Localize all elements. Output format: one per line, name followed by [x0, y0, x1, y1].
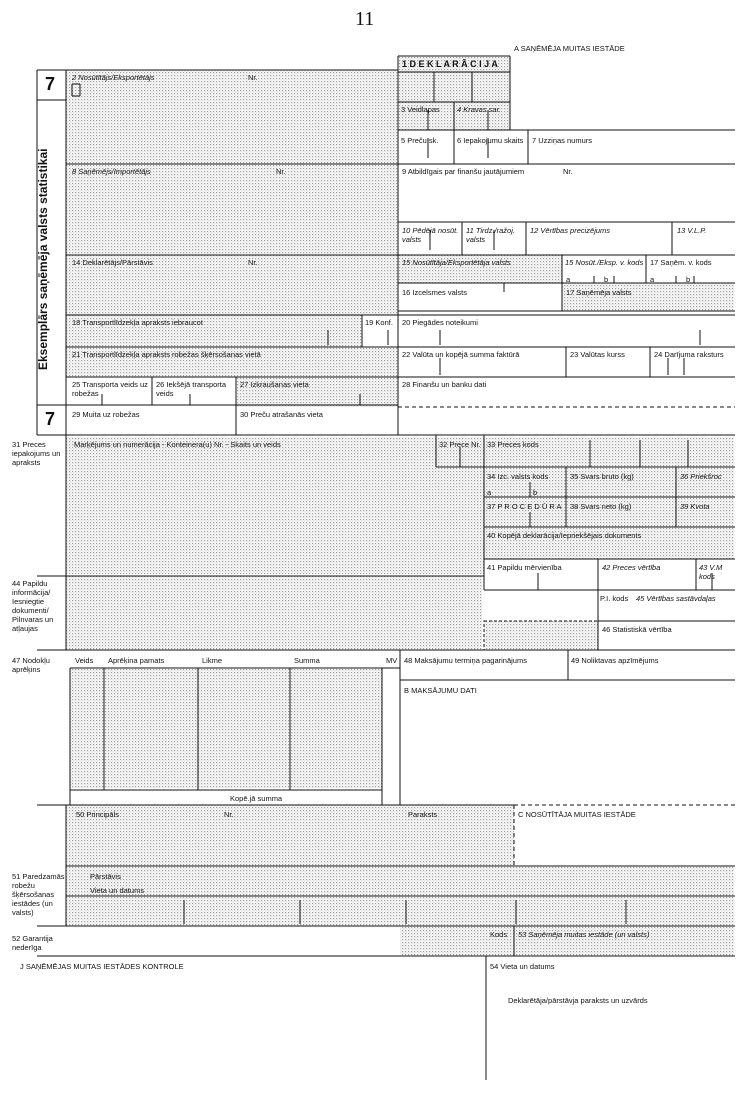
field-26: 26 Iekšējā transporta veids	[156, 380, 227, 398]
field-20: 20 Piegādes noteikumi	[402, 318, 478, 327]
field-22: 22 Valūta un kopējā summa faktūrā	[402, 350, 520, 359]
field-17: 17 Saņēmēja valsts	[566, 288, 632, 297]
copy-label: Eksemplārs saņēmēja valsts statistikai	[36, 148, 50, 370]
field-11: 11 Tirdz./ražoj. valsts	[466, 226, 515, 244]
field-38: 38 Svars neto (kg)	[570, 502, 632, 511]
field-32: 32 Prece Nr.	[439, 440, 481, 449]
field-30: 30 Preču atrašanās vieta	[240, 410, 323, 419]
page-number: 11	[355, 8, 375, 30]
field-43: 43 V.M kods	[699, 563, 723, 581]
tax-col-base: Aprēķina pamats	[108, 656, 165, 665]
field-52: 52 Garantija nederīga	[12, 934, 53, 952]
field-27: 27 Izkraušanas vieta	[240, 380, 309, 389]
sub-b-3: b	[533, 488, 538, 497]
field-42: 42 Preces vērtība	[602, 563, 661, 572]
field-9-nr: Nr.	[563, 167, 573, 176]
j-label: J SAŅĒMĒJAS MUITAS IESTĀDES KONTROLE	[20, 962, 184, 971]
field-51: 51 Paredzamās robežu šķērsošanas iestādes (un valsts)	[12, 872, 65, 917]
field-50: 50 Principāls	[76, 810, 119, 819]
field-35: 35 Svars bruto (kg)	[570, 472, 634, 481]
field-14-nr: Nr.	[248, 258, 258, 267]
field-13: 13 V.L.P.	[677, 226, 707, 235]
field-14: 14 Deklarētājs/Pārstāvis	[72, 258, 153, 267]
field-50-rep: Pārstāvis	[90, 872, 121, 881]
field-44: 44 Papildu informācija/ Iesniegtie dokumenti/ Pilnvaras un atļaujas	[12, 579, 54, 633]
field-44-code: P.I. kods	[600, 594, 629, 603]
tax-col-rate: Likme	[202, 656, 223, 665]
field-41: 41 Papildu mērvienība	[487, 563, 562, 572]
field-46: 46 Statistiskā vērtība	[602, 625, 672, 634]
copy-number-top: 7	[45, 74, 56, 94]
field-34: 34 Izc. valsts kods	[487, 472, 549, 481]
field-50-nr: Nr.	[224, 810, 234, 819]
field-31-desc: Marķējums un numerācija - Konteinera(u) Nr. - Skaits un veids	[74, 440, 281, 449]
sub-b-1: b	[604, 275, 609, 284]
field-15: 15 Nosūtītāja/Eksportētāja valsts	[402, 258, 511, 267]
field-15a: 15 Nosūt./Eksp. v. kods	[565, 258, 644, 267]
sub-b-2: b	[686, 275, 691, 284]
field-21: 21 Transportlīdzekļa apraksts robežas šķērsošanas vietā	[72, 350, 261, 359]
tax-col-amount: Summa	[294, 656, 320, 665]
field-7: 7 Uzziņas numurs	[532, 136, 593, 145]
field-50-sign: Paraksts	[408, 810, 438, 819]
field-10: 10 Pēdējā nosūt. valsts	[402, 226, 459, 244]
field-24: 24 Darījuma raksturs	[654, 350, 724, 359]
field-25: 25 Transporta veids uz robežas	[72, 380, 148, 398]
field-54: 54 Vieta un datums	[490, 962, 555, 971]
a-label: A SAŅĒMĒJA MUITAS IESTĀDE	[514, 44, 625, 53]
field-31: 31 Preces iepakojums un apraksts	[12, 440, 61, 467]
field-39: 39 Kvota	[680, 502, 710, 511]
field-2: 2 Nosūtītājs/Eksportētājs	[72, 73, 155, 82]
tax-total: Kopē.jā summa	[230, 794, 283, 803]
sub-a-3: a	[487, 488, 492, 497]
tax-col-mv: MV	[386, 656, 398, 665]
field-52-code: Kods	[490, 930, 508, 939]
field-29: 29 Muita uz robežas	[72, 410, 140, 419]
field-6: 6 Iepakojumu skaits	[457, 136, 524, 145]
b-label: B MAKSĀJUMU DATI	[404, 686, 477, 695]
field-19: 19 Konf.	[365, 318, 393, 327]
sub-a-1: a	[566, 275, 571, 284]
field-53: 53 Saņēmēja muitas iestāde (un valsts)	[518, 930, 650, 939]
field-3: 3 Veidlapas	[401, 105, 440, 114]
field-47: 47 Nodokļu aprēķins	[12, 656, 50, 674]
field-8-nr: Nr.	[276, 167, 286, 176]
field-48: 48 Maksājumu termiņa pagarinājums	[404, 656, 527, 665]
tax-col-type: Veids	[75, 656, 94, 665]
field-45: 45 Vērtības sastāvdaļas	[636, 594, 716, 603]
field-4: 4 Kravas sar.	[457, 105, 501, 114]
field-28: 28 Finanšu un banku dati	[402, 380, 487, 389]
field-8: 8 Saņēmējs/Importētājs	[72, 167, 151, 176]
field-40: 40 Kopējā deklarācija/Iepriekšējais dokuments	[487, 531, 642, 540]
field-49: 49 Noliktavas apzīmējums	[571, 656, 659, 665]
field-17a: 17 Saņēm. v. kods	[650, 258, 712, 267]
field-54-sign: Deklarētāja/pārstāvja paraksts un uzvārds	[508, 996, 648, 1005]
field-23: 23 Valūtas kurss	[570, 350, 625, 359]
field-5: 5 Preču sk.	[401, 136, 439, 145]
field-16: 16 Izcelsmes valsts	[402, 288, 468, 297]
field-37: 37 P R O C E D Ū R A	[487, 502, 562, 511]
field-50-place: Vieta un datums	[90, 886, 145, 895]
sub-a-2: a	[650, 275, 655, 284]
field-2-nr: Nr.	[248, 73, 258, 82]
field-9: 9 Atbildīgais par finanšu jautājumiem	[402, 167, 525, 176]
copy-number-bottom: 7	[45, 409, 56, 429]
declaration-title: 1 D E K L A R Ā C I J A	[402, 59, 498, 69]
field-18: 18 Transportlīdzekļa apraksts iebraucot	[72, 318, 203, 327]
field-12: 12 Vērtības precizējums	[530, 226, 611, 235]
field-33: 33 Preces kods	[487, 440, 539, 449]
shaded-areas	[66, 56, 734, 956]
field-36: 36 Priekšroc	[680, 472, 722, 481]
c-label: C NOSŪTĪTĀJA MUITAS IESTĀDE	[518, 810, 636, 819]
